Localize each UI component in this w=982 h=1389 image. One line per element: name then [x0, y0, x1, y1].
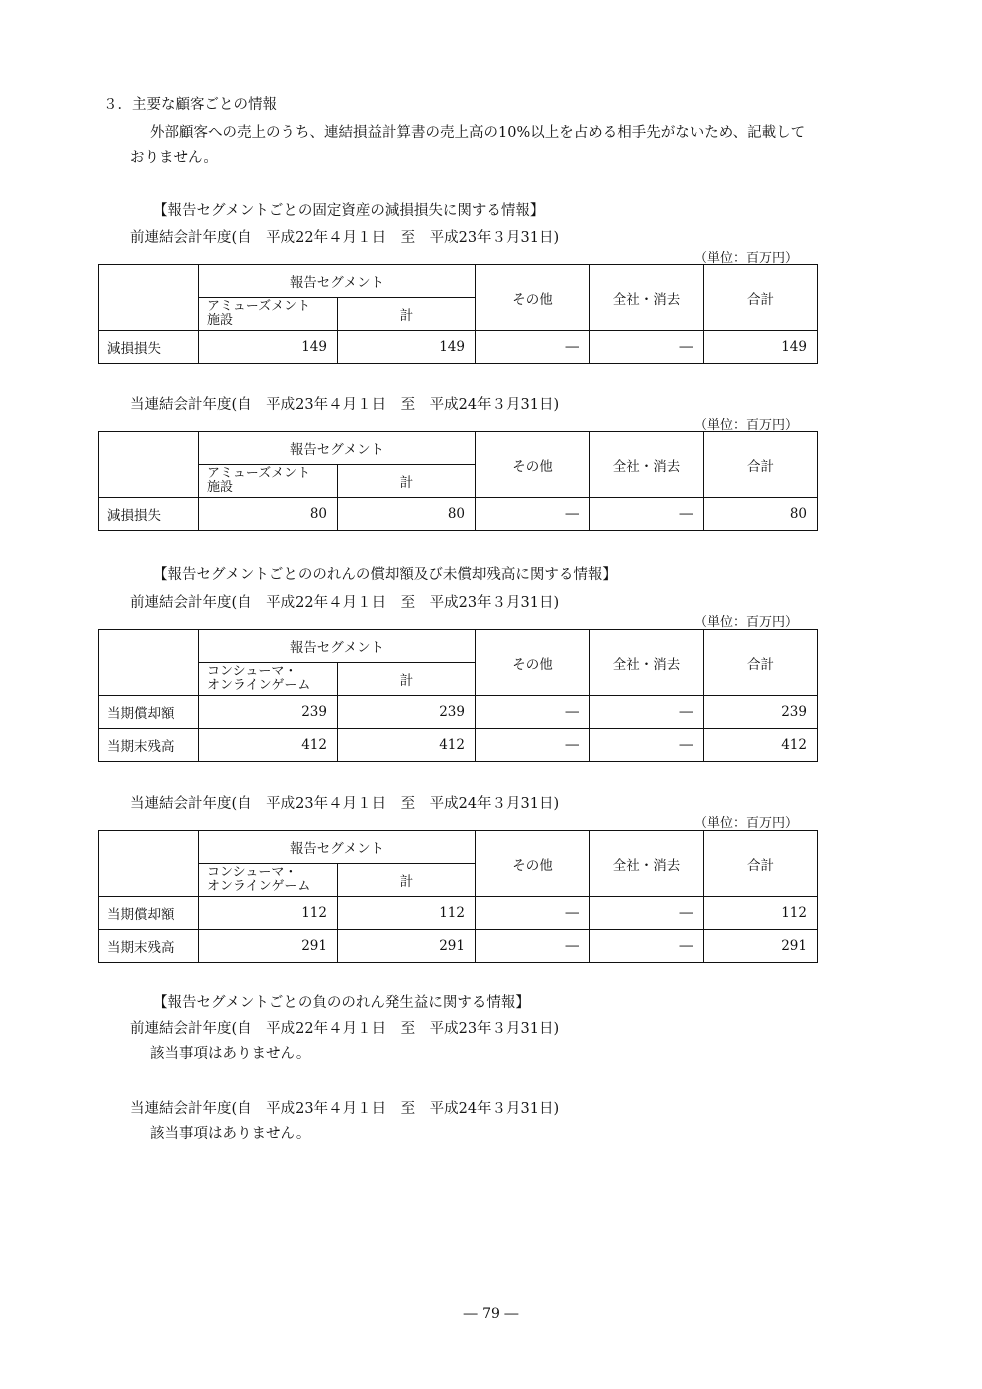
- cell-value: ―: [590, 696, 704, 729]
- period-label: 前連結会計年度(自 平成22年４月１日 至 平成23年３月31日): [130, 1021, 560, 1037]
- period-label: 当連結会計年度(自 平成23年４月１日 至 平成24年３月31日): [130, 397, 560, 413]
- cell-value: ―: [476, 729, 590, 762]
- table-row: [99, 331, 818, 364]
- cell-value: 149: [704, 331, 818, 364]
- unit-label: （単位：百万円）: [694, 251, 799, 266]
- section-heading: ３．主要な顧客ごとの情報: [103, 97, 277, 113]
- section-body-line: 外部顧客への売上のうち、連結損益計算書の売上高の10%以上を占める相手先がないため、記載して: [150, 125, 806, 141]
- table-row: [99, 930, 818, 963]
- cell-value: ―: [476, 930, 590, 963]
- section-body-line: おりません。: [130, 150, 218, 166]
- cell-value: ―: [590, 729, 704, 762]
- goodwill-prev-table: [98, 629, 818, 762]
- corner-cell: [99, 265, 199, 331]
- header-subsegment: アミューズメント 施設: [199, 465, 338, 498]
- row-label: 減損損失: [99, 498, 199, 531]
- row-label: 当期償却額: [99, 897, 199, 930]
- negative-goodwill-heading: 【報告セグメントごとの負ののれん発生益に関する情報】: [153, 995, 530, 1011]
- cell-value: ―: [476, 498, 590, 531]
- cell-value: ―: [476, 331, 590, 364]
- header-other: その他: [476, 265, 590, 331]
- impairment-prev-table: [98, 264, 818, 364]
- cell-value: 112: [704, 897, 818, 930]
- cell-value: ―: [476, 897, 590, 930]
- header-segment: 報告セグメント: [199, 831, 476, 864]
- header-subsegment: コンシューマ・ オンラインゲーム: [199, 864, 338, 897]
- header-subtotal: 計: [338, 663, 476, 696]
- goodwill-heading: 【報告セグメントごとののれんの償却額及び未償却残高に関する情報】: [153, 567, 617, 583]
- note-text: 該当事項はありません。: [150, 1046, 311, 1062]
- cell-value: ―: [590, 331, 704, 364]
- table-row: [99, 729, 818, 762]
- unit-label: （単位：百万円）: [694, 615, 799, 630]
- header-total: 合計: [704, 265, 818, 331]
- cell-value: 239: [199, 696, 338, 729]
- period-label: 当連結会計年度(自 平成23年４月１日 至 平成24年３月31日): [130, 796, 560, 812]
- cell-value: 239: [704, 696, 818, 729]
- unit-label: （単位：百万円）: [694, 816, 799, 831]
- page-number: ― 79 ―: [463, 1306, 519, 1322]
- period-label: 前連結会計年度(自 平成22年４月１日 至 平成23年３月31日): [130, 595, 560, 611]
- cell-value: 112: [199, 897, 338, 930]
- period-label: 前連結会計年度(自 平成22年４月１日 至 平成23年３月31日): [130, 230, 560, 246]
- header-subsegment: コンシューマ・ オンラインゲーム: [199, 663, 338, 696]
- table-row: [99, 897, 818, 930]
- header-elimination: 全社・消去: [590, 630, 704, 696]
- period-label: 当連結会計年度(自 平成23年４月１日 至 平成24年３月31日): [130, 1101, 560, 1117]
- cell-value: 412: [338, 729, 476, 762]
- header-subtotal: 計: [338, 864, 476, 897]
- cell-value: 149: [199, 331, 338, 364]
- cell-value: 291: [338, 930, 476, 963]
- cell-value: 412: [199, 729, 338, 762]
- cell-value: 80: [199, 498, 338, 531]
- goodwill-curr-table: [98, 830, 818, 963]
- impairment-curr-table: [98, 431, 818, 531]
- cell-value: 291: [199, 930, 338, 963]
- table-row: [99, 696, 818, 729]
- header-subtotal: 計: [338, 465, 476, 498]
- row-label: 当期末残高: [99, 729, 199, 762]
- cell-value: ―: [590, 498, 704, 531]
- header-elimination: 全社・消去: [590, 265, 704, 331]
- header-subsegment: アミューズメント 施設: [199, 298, 338, 331]
- header-total: 合計: [704, 432, 818, 498]
- cell-value: 412: [704, 729, 818, 762]
- header-elimination: 全社・消去: [590, 831, 704, 897]
- corner-cell: [99, 831, 199, 897]
- row-label: 当期償却額: [99, 696, 199, 729]
- table-row: [99, 498, 818, 531]
- impairment-heading: 【報告セグメントごとの固定資産の減損損失に関する情報】: [153, 203, 545, 219]
- corner-cell: [99, 630, 199, 696]
- cell-value: 239: [338, 696, 476, 729]
- header-other: その他: [476, 432, 590, 498]
- row-label: 減損損失: [99, 331, 199, 364]
- corner-cell: [99, 432, 199, 498]
- header-total: 合計: [704, 630, 818, 696]
- header-elimination: 全社・消去: [590, 432, 704, 498]
- cell-value: ―: [590, 897, 704, 930]
- cell-value: 149: [338, 331, 476, 364]
- header-other: その他: [476, 630, 590, 696]
- cell-value: ―: [476, 696, 590, 729]
- header-other: その他: [476, 831, 590, 897]
- cell-value: 80: [338, 498, 476, 531]
- cell-value: 291: [704, 930, 818, 963]
- header-total: 合計: [704, 831, 818, 897]
- header-subtotal: 計: [338, 298, 476, 331]
- cell-value: ―: [590, 930, 704, 963]
- header-segment: 報告セグメント: [199, 630, 476, 663]
- header-segment: 報告セグメント: [199, 432, 476, 465]
- cell-value: 80: [704, 498, 818, 531]
- row-label: 当期末残高: [99, 930, 199, 963]
- cell-value: 112: [338, 897, 476, 930]
- note-text: 該当事項はありません。: [150, 1126, 311, 1142]
- unit-label: （単位：百万円）: [694, 418, 799, 433]
- header-segment: 報告セグメント: [199, 265, 476, 298]
